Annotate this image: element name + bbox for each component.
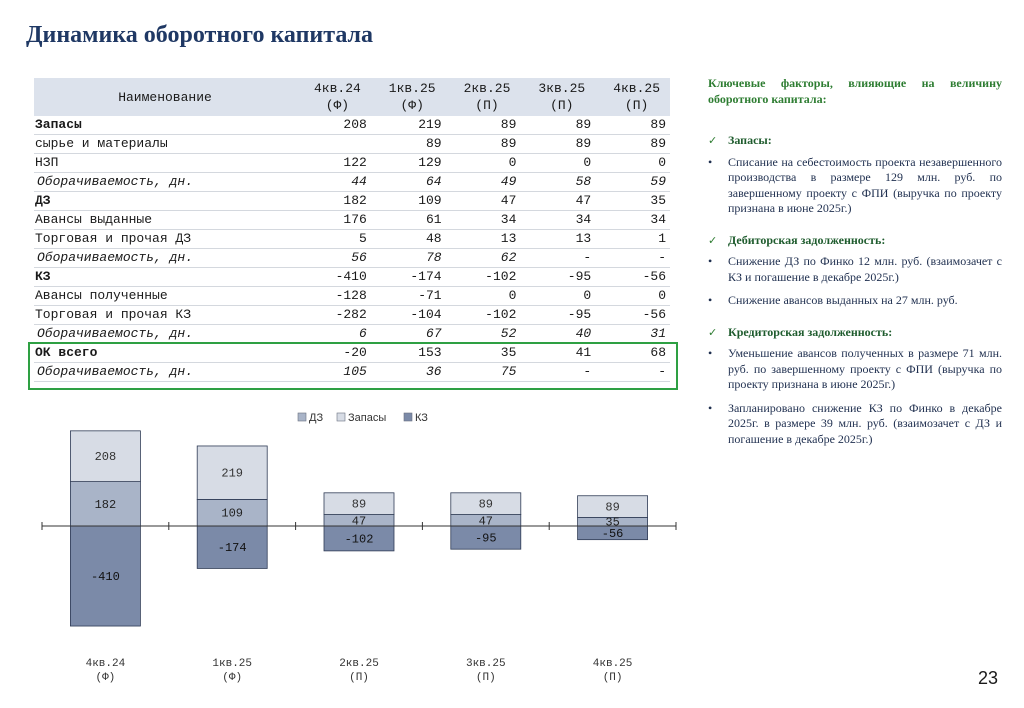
table-row: [34, 230, 670, 249]
row-label: КЗ: [34, 268, 296, 287]
factor-heading-text: Запасы:: [728, 133, 772, 147]
table-cell: 58: [520, 173, 595, 192]
table-cell: 89: [446, 135, 521, 154]
factor-bullet-text: Уменьшение авансов полученных в размере 71 млн. руб. по завершенному проекту с ФПИ (выручка по проекту признана в июне 2025г.): [728, 346, 1002, 391]
table-cell: 34: [595, 211, 670, 230]
factor-section: [708, 233, 1002, 309]
row-label: Оборачиваемость, дн.: [34, 173, 296, 192]
factor-bullet: [708, 401, 1002, 448]
column-header: 3кв.25 (П): [520, 78, 595, 116]
table-cell: 89: [520, 135, 595, 154]
factor-bullet: [708, 293, 1002, 309]
table-cell: 109: [371, 192, 446, 211]
bullet-dot-icon: •: [708, 400, 713, 415]
legend-label: КЗ: [415, 412, 428, 424]
table-cell: -282: [296, 306, 371, 325]
table-cell: 89: [595, 116, 670, 135]
table-cell: 52: [446, 325, 521, 344]
factor-section-heading: [708, 133, 1002, 149]
data-label-dz: 109: [221, 506, 244, 521]
category-label: 4кв.25: [592, 658, 633, 670]
category-label-sub: (П): [349, 672, 369, 684]
legend-swatch: [404, 413, 412, 421]
table-cell: 78: [371, 249, 446, 268]
key-factors-panel: [708, 76, 1002, 463]
table-cell: 34: [446, 211, 521, 230]
table-cell: 13: [520, 230, 595, 249]
table-cell: -71: [371, 287, 446, 306]
table-cell: -: [520, 363, 595, 382]
table-cell: 59: [595, 173, 670, 192]
data-label-kz: -410: [90, 570, 120, 585]
table-cell: 47: [520, 192, 595, 211]
row-label: ДЗ: [34, 192, 296, 211]
table-row: [34, 192, 670, 211]
check-icon: ✓: [708, 134, 718, 147]
table-cell: 0: [520, 287, 595, 306]
table-cell: -128: [296, 287, 371, 306]
table-row: [34, 154, 670, 173]
row-label: Авансы выданные: [34, 211, 296, 230]
legend-swatch: [337, 413, 345, 421]
table-cell: -95: [520, 268, 595, 287]
bullet-dot-icon: •: [708, 346, 713, 360]
table-cell: 0: [520, 154, 595, 173]
table-row: [34, 135, 670, 154]
table-cell: -: [595, 249, 670, 268]
factor-heading-text: Дебиторская задолженность:: [728, 232, 886, 247]
table-cell: 5: [296, 230, 371, 249]
table-cell: [296, 135, 371, 154]
table-cell: 61: [371, 211, 446, 230]
row-label: Торговая и прочая КЗ: [34, 306, 296, 325]
table-cell: 89: [446, 116, 521, 135]
column-header: 4кв.25 (П): [595, 78, 670, 116]
table-cell: 35: [595, 192, 670, 211]
data-label-kz: -174: [217, 541, 247, 556]
table-cell: 56: [296, 249, 371, 268]
table-row: [34, 173, 670, 192]
check-icon: ✓: [708, 233, 718, 247]
table-cell: -56: [595, 268, 670, 287]
table-cell: 44: [296, 173, 371, 192]
table-cell: -20: [296, 344, 371, 363]
table-cell: 89: [371, 135, 446, 154]
table-cell: 49: [446, 173, 521, 192]
table-cell: -: [595, 363, 670, 382]
ok-total-highlight: [28, 342, 678, 390]
bullet-dot-icon: •: [708, 154, 713, 169]
table-cell: 89: [595, 135, 670, 154]
table-header-row: [34, 78, 670, 116]
legend-label: Запасы: [348, 412, 387, 424]
table-cell: 89: [520, 116, 595, 135]
data-label-zapasy: 219: [221, 466, 244, 481]
row-label: Оборачиваемость, дн.: [34, 363, 296, 382]
data-label-zapasy: 89: [351, 497, 367, 512]
category-label-sub: (Ф): [95, 672, 116, 684]
bullet-dot-icon: •: [708, 293, 713, 307]
factor-section-heading: [708, 233, 1002, 249]
table-cell: 41: [520, 344, 595, 363]
bullet-dot-icon: •: [708, 254, 713, 268]
factor-heading-text: Кредиторская задолженность:: [728, 324, 893, 339]
table-cell: 182: [296, 192, 371, 211]
table-cell: -102: [446, 306, 521, 325]
category-label: 3кв.25: [465, 658, 506, 670]
check-icon: ✓: [708, 325, 718, 339]
table-cell: 47: [446, 192, 521, 211]
legend-swatch: [298, 413, 306, 421]
page-number: 23: [977, 668, 998, 688]
category-label: 2кв.25: [339, 658, 379, 670]
factor-bullet-text: Запланировано снижение КЗ по Финко в декабре 2025г. в размере 39 млн. руб. (взаимозачет с ДЗ и погашение в декабре 2025г.): [728, 400, 1002, 446]
table-cell: 34: [520, 211, 595, 230]
table-cell: 36: [371, 363, 446, 382]
table-cell: -56: [595, 306, 670, 325]
table-cell: 105: [296, 363, 371, 382]
category-label-sub: (Ф): [222, 672, 243, 684]
table-cell: 64: [371, 173, 446, 192]
category-label-sub: (П): [475, 672, 496, 684]
row-label: Оборачиваемость, дн.: [34, 325, 296, 344]
row-label: НЗП: [34, 154, 296, 173]
column-header: 1кв.25 (Ф): [371, 78, 446, 116]
table-cell: 208: [296, 116, 371, 135]
data-label-zapasy: 208: [94, 450, 117, 465]
table-row: [34, 268, 670, 287]
table-cell: 153: [371, 344, 446, 363]
table-cell: 67: [371, 325, 446, 344]
table-cell: 0: [446, 287, 521, 306]
category-label-sub: (П): [602, 672, 623, 684]
factor-bullet: [708, 155, 1002, 217]
table-cell: 13: [446, 230, 521, 249]
working-capital-table: [34, 78, 670, 382]
table-cell: 6: [296, 325, 371, 344]
name-column-header: Наименование: [34, 78, 296, 116]
row-label: Торговая и прочая ДЗ: [34, 230, 296, 249]
row-label: Оборачиваемость, дн.: [34, 249, 296, 268]
data-label-dz: 182: [94, 497, 117, 512]
row-label: сырье и материалы: [34, 135, 296, 154]
table-cell: 0: [595, 154, 670, 173]
slide-title: Динамика оборотного капитала: [26, 22, 374, 48]
table-cell: -174: [371, 268, 446, 287]
data-label-dz: 35: [605, 515, 620, 530]
factor-section: [708, 133, 1002, 217]
table-cell: 62: [446, 249, 521, 268]
table-cell: -95: [520, 306, 595, 325]
category-label: 4кв.24: [85, 658, 126, 670]
data-label-kz: -102: [344, 532, 374, 547]
data-label-zapasy: 89: [478, 497, 494, 512]
table-cell: 0: [595, 287, 670, 306]
table-cell: 0: [446, 154, 521, 173]
table-cell: 48: [371, 230, 446, 249]
table-cell: 219: [371, 116, 446, 135]
table-row: [34, 306, 670, 325]
factor-bullet-text: Снижение ДЗ по Финко 12 млн. руб. (взаимозачет с КЗ и погашение в декабре 2025г.): [728, 254, 1002, 284]
table-cell: 31: [595, 325, 670, 344]
table-row: [34, 287, 670, 306]
table-row: [34, 116, 670, 135]
table-row: [34, 249, 670, 268]
factors-sections: [708, 133, 1002, 447]
table-cell: 129: [371, 154, 446, 173]
table-cell: -104: [371, 306, 446, 325]
factor-bullet: [708, 346, 1002, 393]
data-label-zapasy: 89: [605, 500, 620, 515]
table-cell: 176: [296, 211, 371, 230]
table-cell: 35: [446, 344, 521, 363]
table-cell: -410: [296, 268, 371, 287]
row-label: ОК всего: [34, 344, 296, 363]
data-label-dz: 47: [478, 514, 494, 529]
table-cell: 75: [446, 363, 521, 382]
factor-bullet-text: Снижение авансов выданных на 27 млн. руб.: [728, 293, 958, 307]
legend-label: ДЗ: [309, 412, 324, 424]
data-label-dz: 47: [351, 514, 367, 529]
data-label-kz: -95: [474, 531, 497, 546]
row-label: Авансы полученные: [34, 287, 296, 306]
working-capital-chart: [0, 400, 690, 700]
factor-section-heading: [708, 325, 1002, 341]
table-cell: 68: [595, 344, 670, 363]
factor-bullet: [708, 254, 1002, 285]
column-header: 4кв.24 (Ф): [296, 78, 371, 116]
table-cell: 1: [595, 230, 670, 249]
data-label-kz: -56: [601, 526, 624, 541]
factors-title: Ключевые факторы, влияющие на величину оборотного капитала:: [708, 76, 1002, 106]
column-header: 2кв.25 (П): [446, 78, 521, 116]
table-cell: 122: [296, 154, 371, 173]
table-cell: -102: [446, 268, 521, 287]
table-cell: 40: [520, 325, 595, 344]
factor-section: [708, 325, 1002, 448]
factor-bullet-text: Списание на себестоимость проекта незавершенного производства в размере 129 млн. руб. по завершенному проекту с ФПИ (выручка по проекту признана в июне 2025г.): [728, 154, 1002, 215]
table-cell: -: [520, 249, 595, 268]
table-row: [34, 211, 670, 230]
category-label: 1кв.25: [212, 658, 253, 670]
row-label: Запасы: [34, 116, 296, 135]
